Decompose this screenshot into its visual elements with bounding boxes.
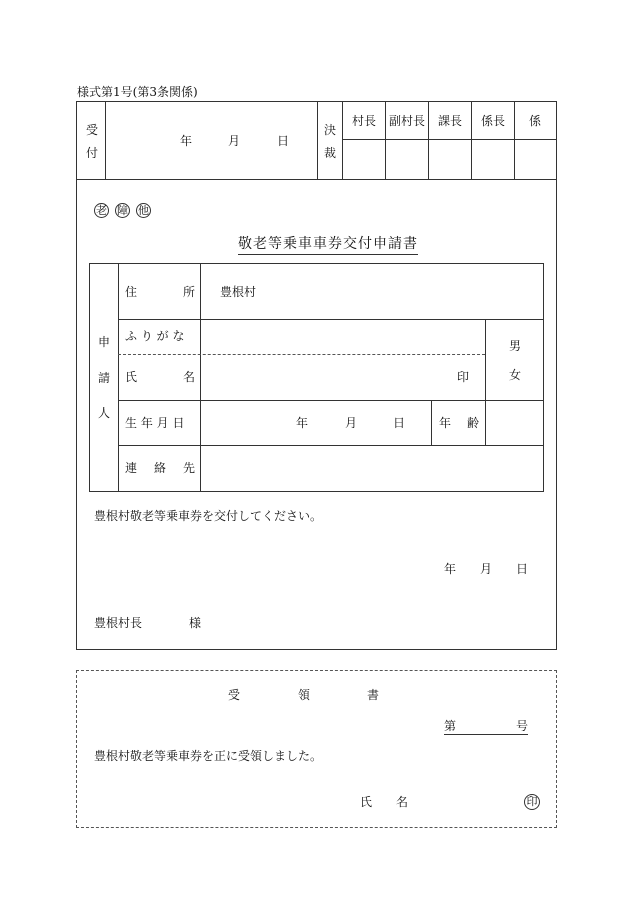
contact-label: 先: [183, 461, 196, 475]
receipt-number-field[interactable]: [458, 722, 514, 734]
name-field[interactable]: [203, 357, 453, 397]
receipt-date-year: 年: [180, 134, 193, 148]
applicant-label: 申: [98, 335, 111, 349]
birth-month: 月: [345, 416, 358, 430]
furigana-field[interactable]: [203, 322, 482, 352]
receipt-name-label: 氏: [360, 795, 373, 809]
birth-day: 日: [393, 416, 406, 430]
gender-female[interactable]: 女: [509, 368, 522, 382]
application-title: 敬老等乗車車券交付申請書: [238, 233, 418, 255]
furigana-label: ふ り が な: [125, 329, 185, 343]
age-label: 齢: [467, 416, 480, 430]
address-label: 所: [183, 285, 196, 299]
contact-field[interactable]: [203, 448, 542, 490]
addressee: 豊根村長: [94, 616, 143, 630]
receipt-title: 受: [228, 688, 241, 702]
birthdate-label: 生 年 月 日: [125, 416, 185, 430]
receipt-title: 領: [298, 688, 311, 702]
age-field[interactable]: [488, 403, 542, 443]
receipt-name-field[interactable]: [412, 790, 512, 814]
honorific: 様: [189, 616, 202, 630]
applicant-label: 人: [98, 406, 111, 420]
approver-unit-chief: 係長: [481, 114, 506, 128]
application-date-year: 年: [444, 562, 457, 576]
receipt-number-suffix: 号: [516, 719, 529, 733]
application-date-day: 日: [516, 562, 529, 576]
receipt-name-label: 名: [396, 795, 409, 809]
receipt-number-prefix: 第: [444, 719, 457, 733]
applicant-label: 請: [98, 371, 111, 385]
seal-mark: 印: [457, 370, 470, 384]
approver-staff: 係: [529, 114, 542, 128]
application-date-month: 月: [480, 562, 493, 576]
address-value[interactable]: 豊根村: [220, 285, 257, 299]
receipt-stamp-label: 付: [86, 146, 99, 160]
category-elderly[interactable]: 老: [96, 204, 107, 217]
address-label: 住: [125, 285, 138, 299]
approver-mayor: 村長: [352, 114, 377, 128]
seal-icon: 印: [524, 794, 540, 810]
contact-label: 連: [125, 461, 138, 475]
receipt-title: 書: [367, 688, 380, 702]
category-options: [94, 203, 157, 218]
decision-label: 決: [324, 123, 337, 137]
name-label: 名: [183, 370, 196, 384]
receipt-date-month: 月: [228, 134, 241, 148]
gender-male[interactable]: 男: [509, 339, 522, 353]
birth-year: 年: [296, 416, 309, 430]
category-disabled[interactable]: 障: [117, 204, 128, 217]
approver-section-chief: 課長: [438, 114, 463, 128]
contact-label: 絡: [154, 461, 167, 475]
receipt-date-day: 日: [277, 134, 290, 148]
name-label: 氏: [125, 370, 138, 384]
receipt-stamp-label: 受: [86, 123, 99, 137]
receipt-statement: 豊根村敬老等乗車券を正に受領しました。: [94, 749, 323, 763]
request-text: 豊根村敬老等乗車券を交付してください。: [94, 509, 323, 523]
form-number: 様式第1号(第3条関係): [77, 85, 198, 99]
approver-vice-mayor: 副村長: [389, 114, 426, 128]
decision-label: 裁: [324, 146, 337, 160]
age-label: 年: [439, 416, 452, 430]
category-other[interactable]: 他: [138, 204, 149, 217]
